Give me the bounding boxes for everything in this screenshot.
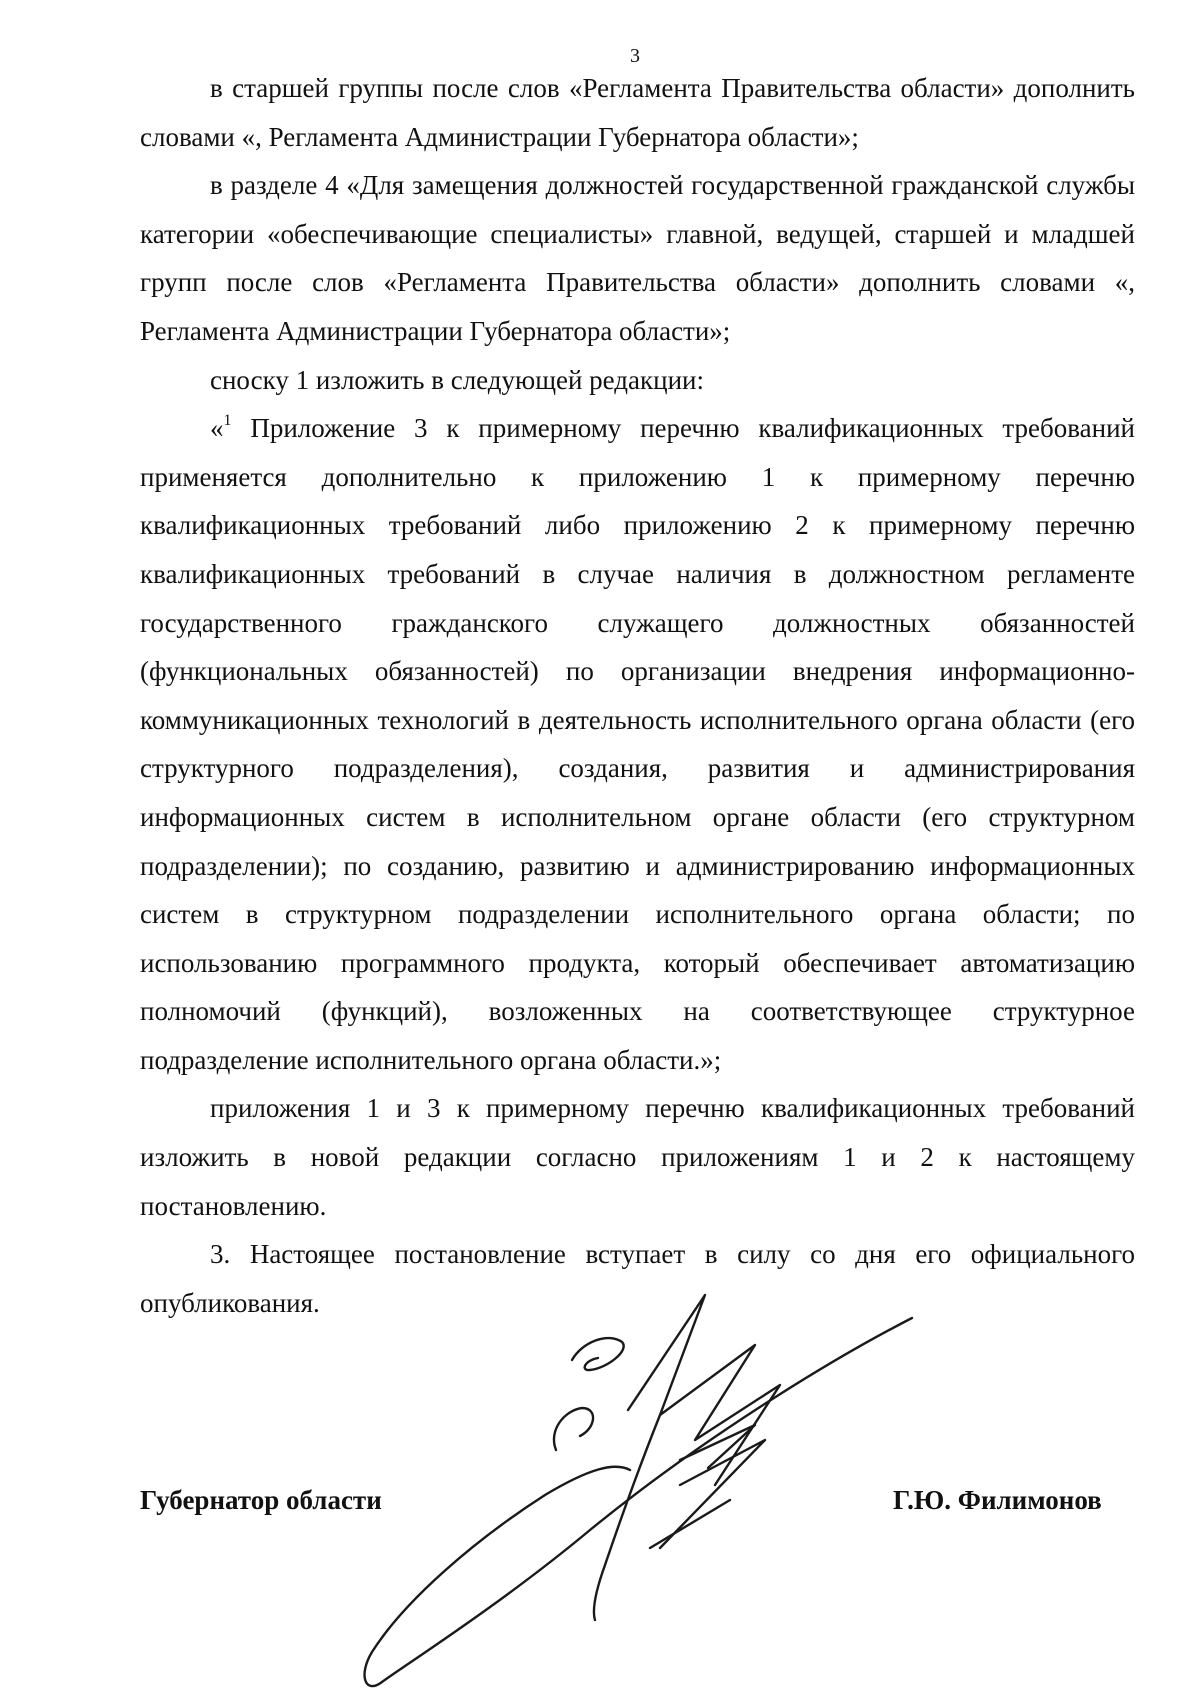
document-body (140, 64, 1135, 1327)
signer-title: Губернатор области (140, 1485, 382, 1515)
paragraph-footnote-intro: сноску 1 изложить в следующей редакции: (210, 364, 704, 395)
footnote-mark: 1 (223, 412, 232, 430)
paragraph-section-4-amendment: в разделе 4 «Для замещения должностей государственной гражданской службы категории «обеспечивающие специалисты» главной, ведущей, старшей и младшей групп после слов «Регламента Правительства области» дополнить словами «, Регламента Администрации Губернатора области»; (140, 170, 1135, 346)
paragraph-senior-group-amendment: в старшей группы после слов «Регламента Правительства области» дополнить словами «, Регламента Администрации Губернатора области»; (140, 73, 1135, 152)
signer-name: Г.Ю. Филимонов (893, 1485, 1102, 1515)
footnote-body: Приложение 3 к примерному перечню квалификационных требований применяется дополнительно к приложению 1 к примерному перечню квалификационных требований либо приложению 2 к примерному перечню квалификационных требований в случае наличия в должностном регламенте государственного гражданского служащего должностных обязанностей (функциональных обязанностей) по организации внедрения информационно-коммуникационных технологий в деятельность исполнительного органа области (его структурного подразделения), создания, развития и администрирования информационных систем в исполнительном органе области (его структурном подразделении); по созданию, развитию и администрированию информационных систем в структурном подразделении исполнительного органа области; по использованию программного продукта, который обеспечивает автоматизацию полномочий (функций), возложенных на соответствующее структурное подразделение исполнительного органа области.»; (140, 413, 1135, 1075)
page-number: 3 (630, 45, 640, 67)
handwritten-signature (360, 1290, 940, 1700)
paragraph-appendices-amendment: приложения 1 и 3 к примерному перечню квалификационных требований изложить в новой редакции согласно приложениям 1 и 2 к настоящему постановлению. (140, 1093, 1135, 1221)
opening-quote: « (210, 413, 224, 444)
paragraph-footnote-text (140, 404, 1135, 1084)
paragraph-effective-date: 3. Настоящее постановление вступает в силу со дня его официального опубликования. (140, 1239, 1135, 1318)
